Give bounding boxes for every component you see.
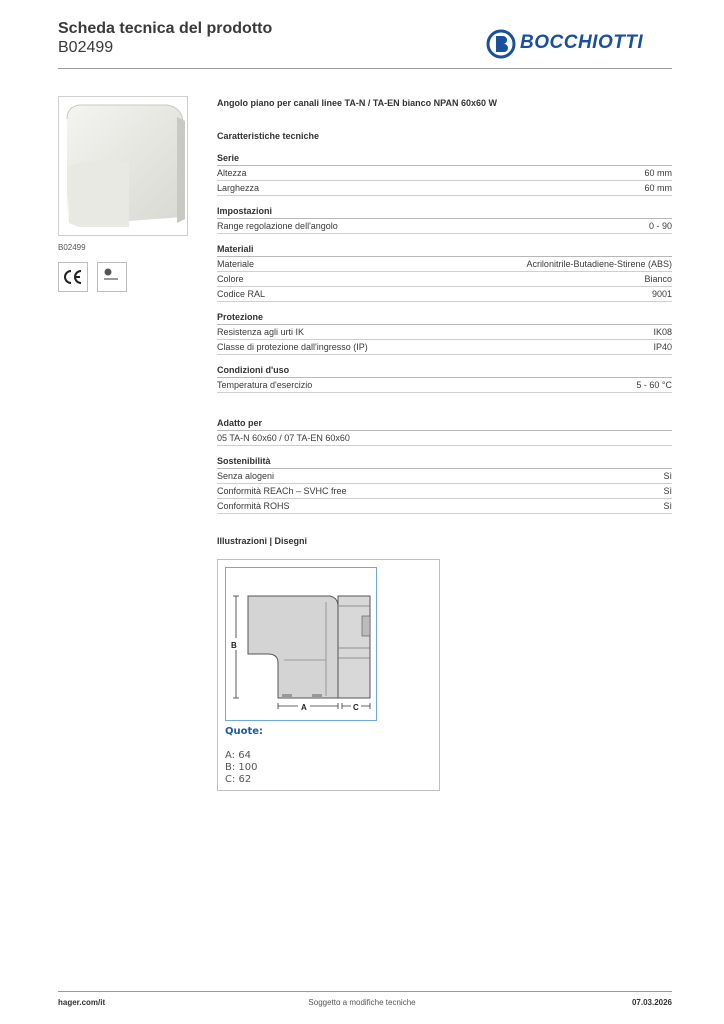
document-title: Scheda tecnica del prodotto	[58, 20, 273, 37]
spec-row	[217, 484, 672, 499]
spec-row	[217, 469, 672, 484]
dimension-value: A: 64	[225, 750, 251, 761]
footer-website[interactable]: hager.com/it	[58, 998, 106, 1007]
spec-value: IK08	[653, 327, 672, 337]
dim-label: C	[353, 703, 359, 712]
spec-label: Materiale	[217, 259, 255, 269]
spec-label: Classe di protezione dall'ingresso (IP)	[217, 342, 368, 352]
section-title: Adatto per	[217, 417, 672, 431]
brand-name: BOCCHIOTTI	[520, 32, 644, 53]
spec-row	[217, 272, 672, 287]
technical-drawing	[217, 559, 440, 791]
spec-value: Sì	[663, 486, 672, 496]
spec-row	[217, 287, 672, 302]
spec-value: 60 mm	[644, 168, 672, 178]
dim-label: B	[231, 641, 237, 650]
section-title: Condizioni d'uso	[217, 364, 672, 378]
dimension-value: C: 62	[225, 774, 252, 785]
section-title: Protezione	[217, 311, 672, 325]
spec-value: 0 - 90	[648, 221, 672, 231]
dim-label: A	[301, 703, 307, 712]
spec-label: Resistenza agli urti IK	[217, 327, 305, 337]
spec-row	[217, 340, 672, 355]
section-title: Impostazioni	[217, 205, 672, 219]
section-title: Materiali	[217, 243, 672, 257]
spec-label: Altezza	[217, 168, 247, 178]
spec-row	[217, 325, 672, 340]
drawing-frame	[225, 567, 377, 721]
spec-label: Temperatura d'esercizio	[217, 380, 313, 390]
spec-label: Conformità REACh – SVHC free	[217, 486, 347, 496]
dimension-value: B: 100	[225, 762, 258, 773]
spec-value: 60 mm	[644, 183, 672, 193]
spec-value: Bianco	[644, 274, 672, 284]
spec-row	[217, 431, 672, 446]
spec-label: Larghezza	[217, 183, 260, 193]
dimensions-title: Quote:	[225, 726, 264, 737]
product-code: B02499	[58, 39, 114, 56]
spec-label: Codice RAL	[217, 289, 266, 299]
brand-logo	[486, 29, 666, 59]
footer-date: 07.03.2026	[631, 998, 672, 1007]
spec-label: Range regolazione dell'angolo	[217, 221, 338, 231]
section-title: Serie	[217, 152, 672, 166]
spec-label: Conformità ROHS	[217, 501, 290, 511]
spec-label: Senza alogeni	[217, 471, 275, 481]
spec-label: 05 TA-N 60x60 / 07 TA-EN 60x60	[217, 433, 350, 443]
product-title: Angolo piano per canali linee TA-N / TA-EN bianco NPAN 60x60 W	[217, 98, 498, 108]
bocchiotti-logo-icon	[486, 29, 516, 59]
spec-value: Sì	[663, 471, 672, 481]
specs-heading: Caratteristiche tecniche	[217, 131, 320, 141]
illustrations-heading: Illustrazioni | Disegni	[217, 536, 308, 546]
spec-value: Acrilonitrile-Butadiene-Stirene (ABS)	[526, 259, 672, 269]
spec-row	[217, 219, 672, 234]
quality-mark-icon	[97, 262, 127, 292]
spec-row	[217, 181, 672, 196]
specifications	[217, 96, 672, 548]
spec-value: IP40	[653, 342, 672, 352]
footer-divider	[58, 991, 672, 992]
footer-note: Soggetto a modifiche tecniche	[308, 998, 416, 1007]
ce-mark-icon	[58, 262, 88, 292]
spec-row	[217, 499, 672, 514]
spec-row	[217, 378, 672, 393]
spec-row	[217, 257, 672, 272]
angle-drawing-icon	[226, 568, 376, 720]
spec-row	[217, 166, 672, 181]
section-title: Sostenibilità	[217, 455, 672, 469]
spec-label: Colore	[217, 274, 244, 284]
header-divider	[58, 68, 672, 69]
product-photo	[58, 96, 188, 236]
angle-piece-photo-icon	[59, 97, 187, 235]
spec-value: 9001	[651, 289, 672, 299]
spec-value: Sì	[663, 501, 672, 511]
photo-caption: B02499	[58, 243, 86, 252]
spec-value: 5 - 60 °C	[636, 380, 672, 390]
